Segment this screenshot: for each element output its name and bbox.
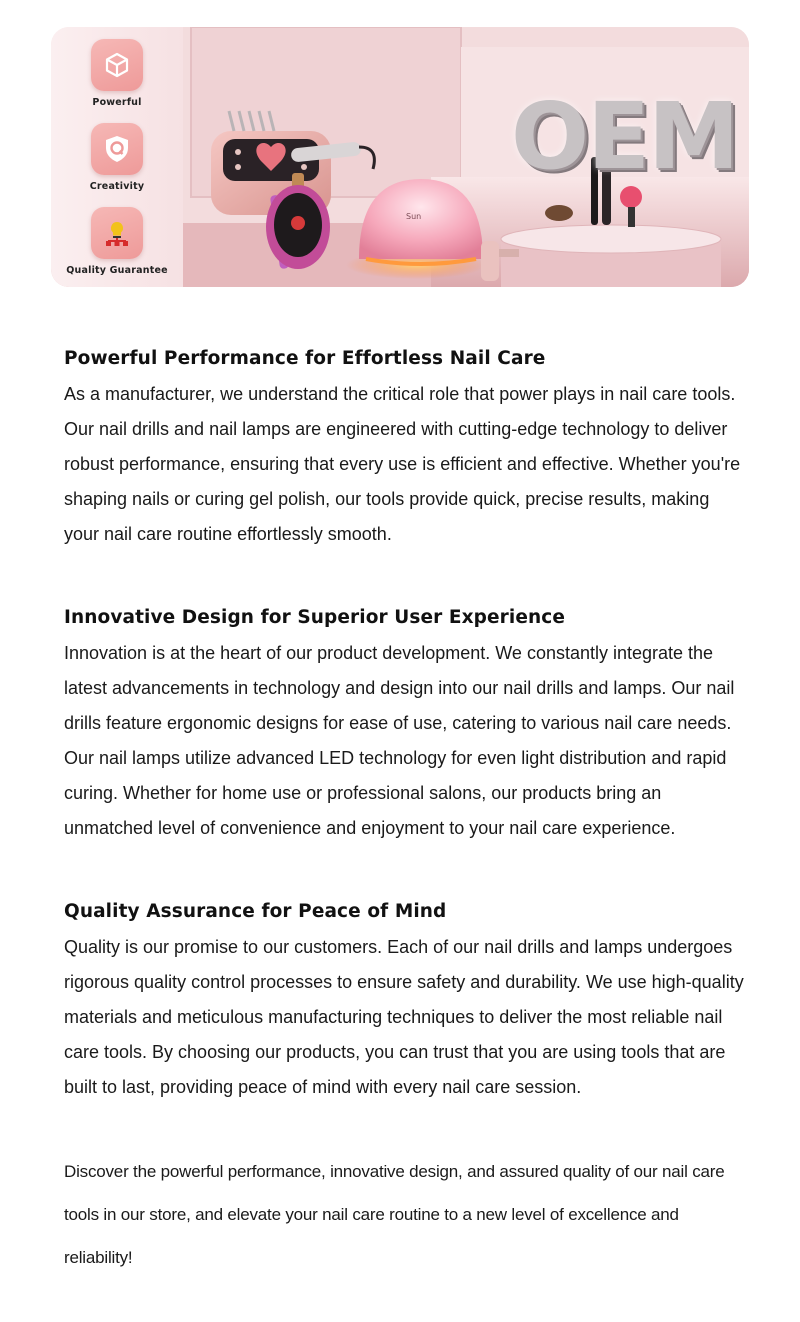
section-quality (64, 901, 744, 1105)
feature-creativity (51, 123, 183, 192)
section-body: As a manufacturer, we understand the critical role that power plays in nail care tools. Our nail drills and nail lamps are engineered with cutting-edge technology to deliver robust performance, ensuring that every use is efficient and effective. Whether you're shaping nails or curing gel polish, our tools provide quick, precise results, making your nail care routine effortlessly smooth. (64, 384, 741, 544)
lamp-brand-label: Sun (406, 212, 422, 221)
feature-quality-guarantee (51, 207, 183, 276)
feature-sidebar (51, 27, 183, 287)
closing-paragraph (64, 1150, 744, 1279)
lightbulb-icon (91, 207, 143, 259)
section-design (64, 607, 744, 846)
section-title: Innovative Design for Superior User Experience (64, 607, 565, 628)
section-body: Innovation is at the heart of our product development. We constantly integrate the latest advancements in technology and design into our nail drills and lamps. Our nail drills feature ergonomic designs for ease of use, catering to various nail care needs. Our nail lamps utilize advanced LED technology for even light distribution and rapid curing. Whether for home use or professional salons, our products bring an unmatched level of convenience and enjoyment to your nail care experience. (64, 643, 735, 838)
shield-q-icon (91, 123, 143, 175)
section-body: Quality is our promise to our customers. Each of our nail drills and lamps undergoes rigorous quality control processes to ensure safety and durability. We use high-quality materials and meticulous manufacturing techniques to deliver the most reliable nail care tools. By choosing our products, you can trust that you are using tools that are built to last, providing peace of mind with every nail care session. (64, 937, 744, 1097)
oem-brand-text: OEM (511, 83, 738, 190)
feature-label: Quality Guarantee (66, 265, 168, 276)
feature-label: Creativity (89, 181, 145, 192)
section-performance (64, 348, 744, 552)
hero-banner (51, 27, 749, 287)
cube-icon (91, 39, 143, 91)
feature-label: Powerful (92, 97, 142, 108)
section-title: Quality Assurance for Peace of Mind (64, 901, 447, 922)
section-title: Powerful Performance for Effortless Nail Care (64, 348, 546, 369)
feature-powerful (51, 39, 183, 108)
closing-text: Discover the powerful performance, innovative design, and assured quality of our nail care tools in our store, and elevate your nail care routine to a new level of excellence and reliability! (64, 1162, 725, 1267)
